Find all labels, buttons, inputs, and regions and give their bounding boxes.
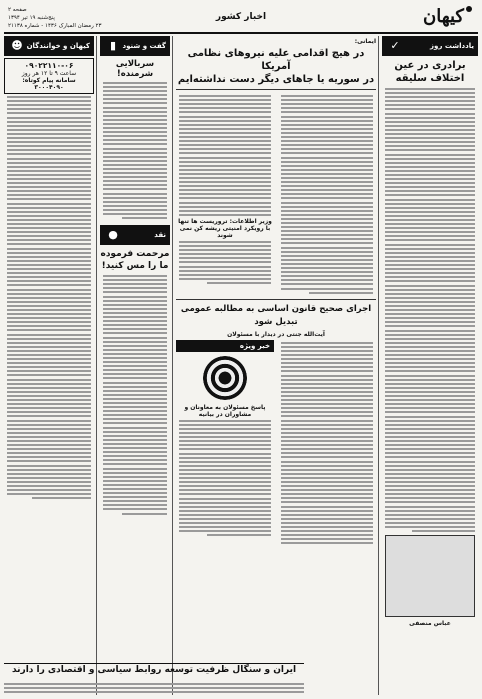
daily-note-headline: برادری در عین اختلاف سلیقه: [394, 60, 466, 84]
author-caption: عباس منصفی: [409, 620, 451, 628]
masthead: [4, 4, 478, 34]
newspaper-logo: کیهان: [423, 6, 472, 27]
left-middle-column: [100, 36, 170, 695]
main-headline-line1: در هیچ اقدامی علیه نیروهای نظامی آمریکا: [187, 48, 365, 72]
daily-note-box: یادداشت روز ✓: [382, 36, 478, 56]
left-column: [4, 36, 94, 659]
text-block: [385, 88, 475, 532]
secondary-headline: اجرای صحیح قانون اساسی به مطالبه عمومی تبدیل شود: [180, 303, 372, 327]
circle-icon: ●: [104, 227, 122, 243]
text-block: [281, 95, 373, 294]
main-headline-line2: در سوریه یا جاهای دیگر دست نداشته‌ایم: [177, 74, 375, 85]
sms-line: سامانه پیام کوتاه: ۳۰۰۰۴۰۹۰: [22, 77, 76, 91]
dialogue-box: گفت و شنود ▮: [100, 36, 170, 56]
dialogue-headline: سربالایی شرمنده!: [115, 59, 155, 79]
main-kicker: ایمانی:: [354, 38, 376, 45]
special-news-box: خبر ویژه: [176, 340, 274, 352]
right-column: [382, 36, 478, 695]
bottom-story: [4, 663, 304, 677]
people-icon: ☻: [8, 38, 26, 54]
sub-caption: وزیر اطلاعات: تروریست ها تنها با رویکرد امنیتی ریشه کن نمی شوند: [178, 217, 272, 239]
critique-headline: مرحمت فرموده ما را مس کنید!: [100, 249, 170, 272]
phone-hours: ساعت ۹ تا ۱۲ هر روز: [21, 70, 77, 77]
issue-meta: [8, 6, 101, 30]
bottom-headline: ایران و سنگال ظرفیت توسعه روابط سیاسی و اقتصادی را دارند: [11, 665, 297, 675]
checkmark-icon: ✓: [386, 38, 404, 54]
author-photo: [385, 535, 475, 617]
spiral-logo-icon: [203, 356, 247, 400]
main-story: [176, 36, 376, 656]
issue-line: ۲۳ رمضان المبارک ۱۴۳۶ - شماره ۲۱۱۳۸: [8, 23, 102, 29]
page-number: صفحه ۲: [8, 7, 27, 13]
readers-box: کیهان و خوانندگان ☻: [4, 36, 94, 56]
speech-icon: ▮: [104, 38, 122, 54]
special-news-headline: پاسخ مسئولان به معاونان و مشاوران در بیانیه: [184, 403, 266, 418]
critique-box: نقد ●: [100, 225, 170, 245]
text-block: [179, 95, 271, 216]
date-line: پنج‌شنبه ۱۹ تیر ۱۳۹۴: [8, 15, 55, 21]
phone-number: ۰۹۰۲۲۱۱۰-۰۶: [24, 61, 74, 70]
contact-box: [4, 58, 94, 94]
section-title: اخبار کشور: [215, 12, 267, 22]
secondary-caption: آیت‌الله جنتی در دیدار با مسئولان: [227, 330, 325, 338]
